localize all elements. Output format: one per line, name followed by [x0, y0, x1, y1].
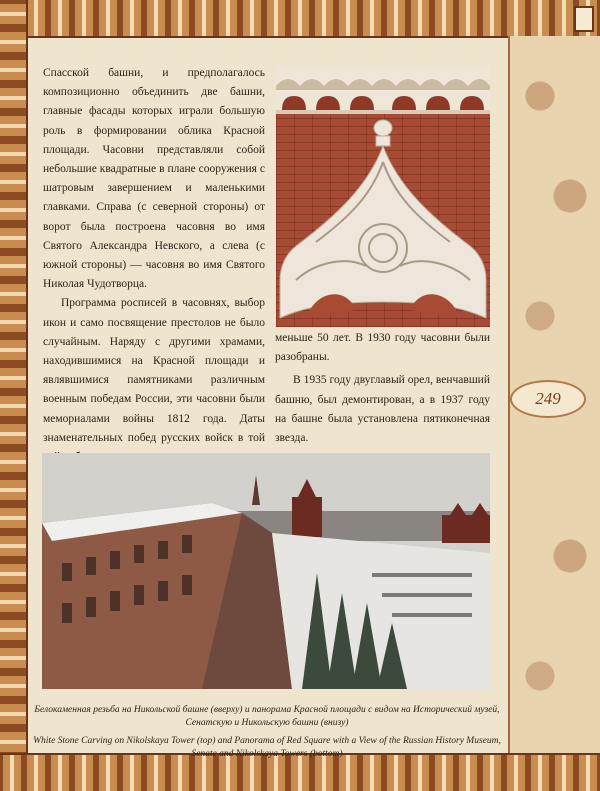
- paragraph: В 1935 году двуглавый орел, венчавший башню, был демонтирован, а в 1937 году на башне была установлена пятиконечная звезда.: [275, 374, 490, 445]
- paragraph: меньше 50 лет. В 1930 году часовни были разобраны.: [275, 332, 490, 364]
- white-stone-carving-photo: [276, 66, 490, 327]
- caption-english: White Stone Carving on Nikolskaya Tower (top) and Panorama of Red Square with a View of the Russian History Museum, Senate and Nikolskaya Towers (bottom): [33, 736, 501, 759]
- ornamental-border-top: [0, 0, 600, 38]
- corner-ornament-icon: [574, 6, 594, 32]
- ornamental-border-left: [0, 0, 28, 791]
- caption-russian: Белокаменная резьба на Никольской башне (вверху) и панорама Красной площади с видом на Исторический музей, Сенатскую и Никольскую башни (внизу): [34, 705, 500, 728]
- paragraph: Программа росписей в часовнях, выбор икон и само посвящение престолов не было случайным. Наряду с другими храмами, находившимися на Красной площади и являвшимися памятниками различным военным победам России, эти часовни были мемориалами войны 1812 года. Даты знаменательных побед русских войск в той: [43, 297, 265, 444]
- red-square-panorama-photo: [42, 453, 490, 689]
- page-number: 249: [510, 380, 586, 418]
- paragraph: Спасской башни, и предполагалось композиционно объединить две башни, главные фасады которых играли большую роль в формировании облика Красной площади. Часовни представляли собой небольшие квадратные в плане сооружения с шатровым завершением и маленькими главками. Справа (с северной стороны) от ворот была построена часовня во имя Святого Александра Невского, а слева (с южной стороны) — часовня во имя Святого Николая Чудотворца.: [43, 67, 265, 291]
